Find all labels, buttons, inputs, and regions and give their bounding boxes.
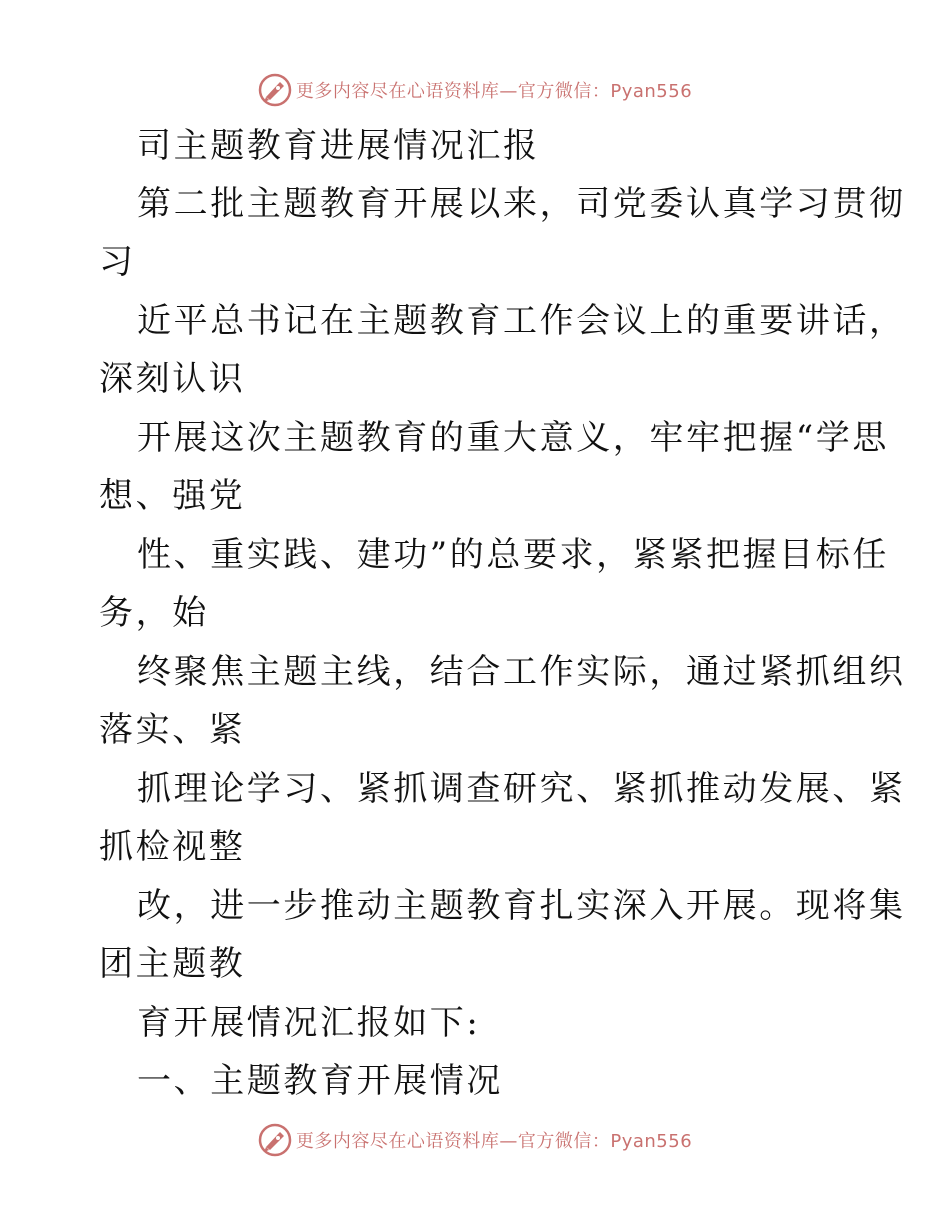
paragraph-line: 近平总书记在主题教育工作会议上的重要讲话， — [137, 301, 906, 341]
section-heading: 一、主题教育开展情况 — [137, 1061, 503, 1101]
watermark-text: 更多内容尽在心语资料库—官方微信：Pyan556 — [295, 1131, 693, 1152]
paragraph-line: 深刻认识 — [99, 359, 246, 399]
document-title: 司主题教育进展情况汇报 — [137, 126, 540, 166]
paragraph-line: 终聚焦主题主线，结合工作实际，通过紧抓组织 — [137, 652, 906, 692]
paragraph-line: 抓理论学习、紧抓调查研究、紧抓推动发展、紧 — [137, 769, 906, 809]
paragraph-line: 想、强党 — [99, 476, 246, 516]
pen-logo-icon — [258, 73, 292, 107]
paragraph-line: 开展这次主题教育的重大意义，牢牢把握“学思 — [137, 418, 889, 458]
paragraph-line: 团主题教 — [99, 944, 246, 984]
watermark-header — [0, 70, 950, 110]
watermark-footer — [0, 1120, 950, 1160]
paragraph-line: 务，始 — [99, 593, 209, 633]
paragraph-line: 改，进一步推动主题教育扎实深入开展。现将集 — [137, 886, 906, 926]
paragraph-line: 第二批主题教育开展以来，司党委认真学习贯彻 — [137, 184, 906, 224]
paragraph-line: 育开展情况汇报如下: — [137, 1003, 481, 1043]
paragraph-line: 性、重实践、建功”的总要求，紧紧把握目标任 — [137, 535, 889, 575]
pen-logo-icon — [258, 1123, 292, 1157]
watermark-text: 更多内容尽在心语资料库—官方微信：Pyan556 — [295, 81, 693, 102]
paragraph-line: 落实、紧 — [99, 710, 246, 750]
paragraph-line: 习 — [99, 242, 136, 282]
paragraph-line: 抓检视整 — [99, 827, 246, 867]
